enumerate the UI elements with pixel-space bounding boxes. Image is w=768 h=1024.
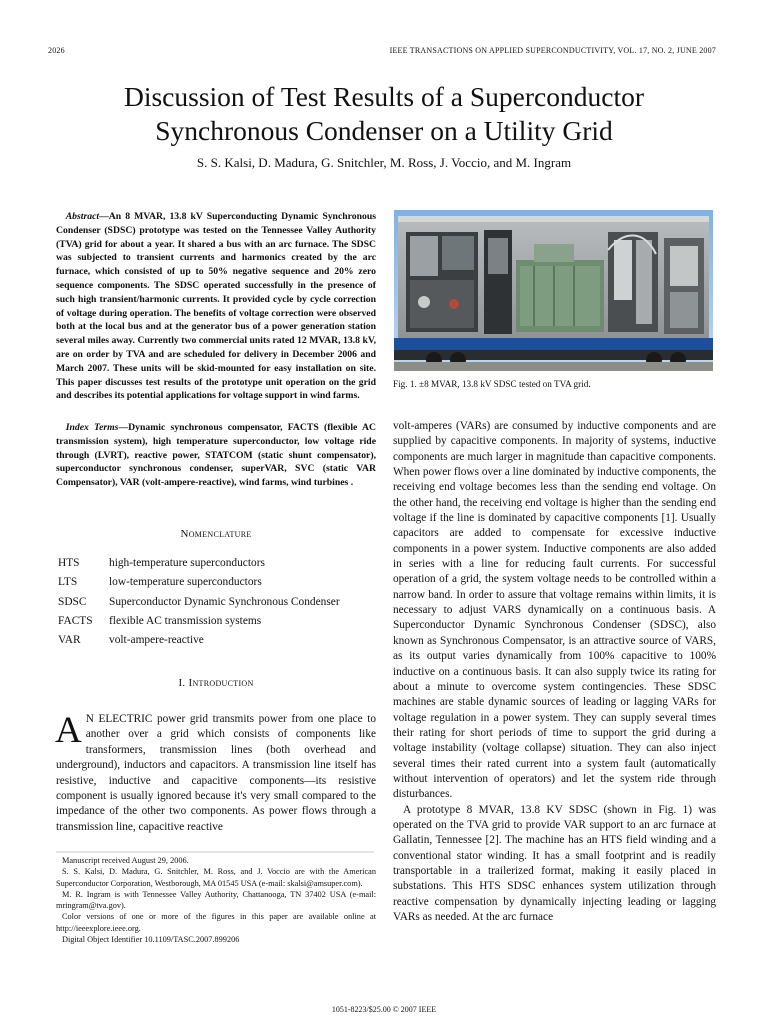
- nomenclature-def: flexible AC transmission systems: [109, 614, 262, 627]
- intro-body: power grid transmits power from one place to another over a grid which consists of components like transformers, transmission lines (both overhead and underground), inductors and capacitors. A transmission line itself has resistive, inductive and capacitive components—its resistive component is usually ignored because it's very small compared to the impedance of the other two components. As power flows through a transmission line, capacitive reactive: [56, 713, 376, 833]
- abstract-label: Abstract: [65, 211, 100, 222]
- nomenclature-row: [58, 612, 376, 631]
- introduction-text: [56, 712, 376, 835]
- author-list: S. S. Kalsi, D. Madura, G. Snitchler, M. Ross, J. Voccio, and M. Ingram: [196, 155, 572, 170]
- sdsc-trailer-photo: [394, 210, 713, 371]
- abstract-text: —An 8 MVAR, 13.8 kV Superconducting Dynamic Synchronous Condenser (SDSC) prototype was tested on the Tennessee Valley Authority (TVA) grid for about a year. It shared a bus with an arc furnace. The SDSC was subjected to transient currents and harmonics created by the arc furnace, which consisted of up to 50% negative sequence and 20% zero sequence components. The SDSC operated successfully in the presence of such high transient/harmonic currents. It provided cycle by cycle correction of voltage during operation. The benefits of voltage correction were observed both at the local bus and at the generator bus of a power generation station several miles away. Currently two commercial units rated 12 MVAR, 13.8 kV, are on order by TVA and are scheduled for delivery in December 2006 and March 2007. These units will be skid-mounted for easy installation on site. This paper discusses test results of the prototype unit operation on the grid and describes its potential applications for voltage support in wind farms.: [56, 211, 376, 402]
- paragraph: volt-amperes (VARs) are consumed by inductive components and are supplied by capacitive components. In majority of systems, inductive components are much larger in magnitude than capacitive components. When power flows over a line dominated by inductive components, the receiving end voltage becomes less than the sending end voltage. On the other hand, the receiving end voltage is higher than the sending end voltage if the line is dominated by capacitive components [1]. Usually capacitors are added to compensate for excessive inductive components in a power system. Inductive components are also added in series with a line for reducing fault currents. For successful operation of a grid, the system voltage needs to be controlled within a narrow band. In order to assure that voltage remains within limits, it is necessary to adjust VARS dynamically on a continuous basis. A Superconductor Dynamic Synchronous Condenser (SDSC), also known as Synchronous Compensator, is an attractive source of VARS, as its output varies dynamically from 100% capacitive to 100% inductive on a continuous basis. It can also supply twice its rating for about a minute to overcome system contingencies. These SDSC machines are stable dynamic sources of leading or lagging VARs for voltage regulation in a power system. They can supply several times their rating for short periods of time to support the grid during a voltage instability (voltage collapse) situation. They can also inject several times their rated current into a system fault (automatically without intervention of operators) and let the system ride through disturbances.: [393, 420, 716, 801]
- nomenclature-abbr: SDSC: [58, 595, 87, 608]
- title-line-1: Discussion of Test Results of a Superconductor: [123, 81, 644, 112]
- footnote-rule: [56, 851, 374, 853]
- figure-photo: [394, 210, 713, 371]
- nomenclature-abbr: HTS: [58, 557, 80, 569]
- footnote: Color versions of one or more of the figures in this paper are available online at http://ieeexplore.ieee.org.: [56, 912, 376, 933]
- nomenclature-abbr: FACTS: [58, 614, 93, 627]
- index-terms-text: —Dynamic synchronous compensator, FACTS (flexible AC transmission system), high temperature superconductor, low voltage ride through (LVRT), reactive power, STATCOM (static shunt compensator), superconductor synchronous condenser, superVAR, SVC (static VAR Compensator), VAR (volt-ampere-reactive), wind farms, wind turbines .: [56, 422, 376, 489]
- nomenclature-def: high-temperature superconductors: [109, 557, 265, 569]
- index-terms-label: Index Terms: [65, 422, 119, 433]
- journal-name: IEEE TRANSACTIONS ON APPLIED SUPERCONDUCTIVITY, VOL. 17, NO. 2, JUNE 2007: [389, 46, 716, 55]
- nomenclature-row: [58, 593, 376, 612]
- nomenclature-row: [58, 573, 376, 592]
- footnotes: [56, 855, 376, 945]
- nomenclature-abbr: LTS: [58, 576, 78, 589]
- abstract: [56, 210, 376, 403]
- paper-title: [0, 80, 768, 148]
- introduction-heading: I. Introduction: [178, 677, 254, 689]
- page-number: 2026: [48, 46, 65, 55]
- footnote: Digital Object Identifier 10.1109/TASC.2007.899206: [62, 935, 240, 945]
- footnote: Manuscript received August 29, 2006.: [62, 856, 189, 865]
- nomenclature-def: Superconductor Dynamic Synchronous Condenser: [109, 595, 340, 608]
- paragraph: A prototype 8 MVAR, 13.8 KV SDSC (shown in Fig. 1) was operated on the TVA grid to provide VAR support to an arc furnace at Gallatin, Tennessee [2]. The machine has an HTS field winding and a conventional stator winding. It has a small footprint and is readily transportable in a trailerized format, making it easily placed in substations. This HTS SDSC enhances system utilization through reactive compensation by dynamically injecting leading or lagging VARs as needed. At the arc furnace: [393, 803, 716, 923]
- right-column-text: [393, 419, 716, 925]
- nomenclature-def: low-temperature superconductors: [109, 576, 262, 589]
- copyright-line: 1051-8223/$25.00 © 2007 IEEE: [331, 1005, 437, 1014]
- nomenclature-row: [58, 631, 376, 650]
- footnote: M. R. Ingram is with Tennessee Valley Authority, Chattanooga, TN 37402 USA (e-mail: mringram@tva.gov).: [56, 889, 376, 911]
- nomenclature-heading: Nomenclature: [180, 528, 252, 540]
- nomenclature-row: [58, 554, 376, 573]
- running-header: [48, 46, 716, 58]
- nomenclature-list: [58, 554, 376, 650]
- drop-cap: A: [55, 710, 82, 751]
- nomenclature-def: volt-ampere-reactive: [109, 634, 204, 647]
- index-terms: [56, 421, 376, 490]
- figure-caption: Fig. 1. ±8 MVAR, 13.8 kV SDSC tested on TVA grid.: [393, 379, 591, 389]
- title-line-2: Synchronous Condenser on a Utility Grid: [155, 115, 613, 146]
- nomenclature-abbr: VAR: [58, 634, 81, 647]
- footnote: S. S. Kalsi, D. Madura, G. Snitchler, M. Ross, and J. Voccio are with the American Superconductor Corporation, Westborough, MA 01545 USA (e-mail: skalsi@amsuper.com).: [56, 867, 376, 888]
- intro-lead: N ELECTRIC: [85, 713, 153, 725]
